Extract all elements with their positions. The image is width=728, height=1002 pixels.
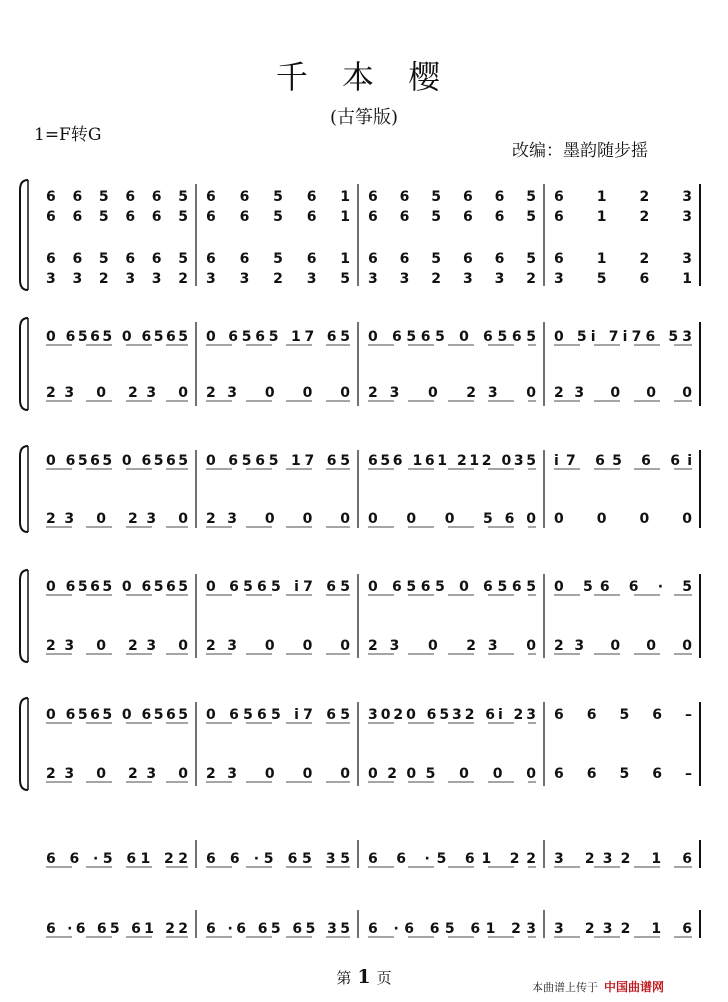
measure-notes: 6 ·6 65 65 35: [206, 921, 350, 937]
measure-notes: 0 6565 17 65: [206, 329, 350, 345]
watermark-text: 本曲谱上传于: [532, 981, 598, 994]
measure-notes: 6 6 5 6 6 5: [368, 189, 536, 205]
measure-notes: 0 56 6 · 5: [554, 579, 692, 595]
measure-notes: 6 1 2 3: [554, 209, 692, 225]
measure-notes: 3 232 1 6: [554, 921, 692, 937]
measure-notes: 0 6565 0 6565: [46, 707, 188, 723]
measure-notes: 6 6 5 6 6 5: [46, 209, 188, 225]
measure-notes: 6 6 5 6 –: [554, 707, 692, 723]
measure-notes: 23 0 23 0: [46, 766, 188, 782]
measure-notes: 23 0 0 0: [206, 638, 350, 654]
measure-notes: 6 1 2 3: [554, 189, 692, 205]
watermark-brand: 中国曲谱网: [604, 980, 665, 994]
key-signature: 1=F转G: [34, 125, 102, 145]
measure-notes: 23 0 0 0: [206, 385, 350, 401]
measure-notes: 6 6 ·5 61 22: [368, 851, 536, 867]
measure-notes: 23 0 23 0: [46, 511, 188, 527]
measure-notes: 6 6 5 6 1: [206, 189, 350, 205]
score-title: 千 本 樱: [275, 58, 453, 96]
measure-notes: 23 0 0 0: [206, 511, 350, 527]
system-brace: [20, 698, 28, 790]
measure-notes: 3 3 2 3 3 2: [368, 271, 536, 287]
measure-notes: 0205 0 0 0: [368, 766, 536, 782]
measure-notes: i7 65 6 6i: [554, 453, 692, 469]
measure-notes: 6 6 5 6 6 5: [46, 251, 188, 267]
measure-notes: 23 0 23 0: [46, 638, 188, 654]
measure-notes: 6 6 5 6 6 5: [368, 209, 536, 225]
measure-notes: 0 6565 0 6565: [46, 453, 188, 469]
measure-notes: 6 6 5 6 –: [554, 766, 692, 782]
measure-notes: 3 3 2 3 5: [206, 271, 350, 287]
measure-notes: 0 6565 i7 65: [206, 579, 350, 595]
watermark: [532, 978, 664, 995]
measure-notes: 0 6565 0 6565: [46, 329, 188, 345]
measure-notes: 3 5 6 1: [554, 271, 692, 287]
measure-notes: 6 6 ·5 65 35: [206, 851, 350, 867]
measure-notes: 0 0 0 560: [368, 511, 536, 527]
measure-notes: 0 0 0 0: [554, 511, 692, 527]
measure-notes: 6 6 5 6 6 5: [368, 251, 536, 267]
system-brace: [20, 318, 28, 410]
measure-notes: 23 0 0 0: [554, 385, 692, 401]
measure-notes: 6 6 ·5 61 22: [46, 851, 188, 867]
page-prefix: 第: [336, 969, 352, 987]
system-brace: [20, 180, 28, 290]
measure-notes: 6 6 5 6 1: [206, 209, 350, 225]
measure-notes: 3020 6532 6i 23: [368, 707, 536, 723]
measure-notes: 0 6565 17 65: [206, 453, 350, 469]
measure-notes: 23 0 0 0: [554, 638, 692, 654]
arranger-credit: 改编：墨韵随步摇: [512, 141, 648, 161]
measure-notes: 656 161 212 035: [368, 453, 536, 469]
system-brace: [20, 570, 28, 662]
measure-notes: 6 1 2 3: [554, 251, 692, 267]
measure-notes: 6 ·6 65 61 23: [368, 921, 536, 937]
measure-notes: 0 6565 0 6565: [46, 579, 188, 595]
measure-notes: 23 0 0 0: [206, 766, 350, 782]
measure-notes: 0 5i 7i76 53: [554, 329, 692, 345]
measure-notes: 23 0 23 0: [368, 638, 536, 654]
measure-notes: 3 3 2 3 3 2: [46, 271, 188, 287]
measure-notes: 0 6565 i7 65: [206, 707, 350, 723]
measure-notes: 6 ·6 65 61 22: [46, 921, 188, 937]
measure-notes: 6 6 5 6 6 5: [46, 189, 188, 205]
system-brace: [20, 446, 28, 532]
measure-notes: 0 6565 0 6565: [368, 579, 536, 595]
measure-notes: 3 232 1 6: [554, 851, 692, 867]
measure-notes: 6 6 5 6 1: [206, 251, 350, 267]
page-suffix: 页: [376, 969, 392, 987]
measure-notes: 23 0 23 0: [46, 385, 188, 401]
measure-notes: 0 6565 0 6565: [368, 329, 536, 345]
measure-notes: 23 0 23 0: [368, 385, 536, 401]
score-subtitle: (古筝版): [329, 107, 399, 128]
page-index: 1: [357, 966, 371, 988]
